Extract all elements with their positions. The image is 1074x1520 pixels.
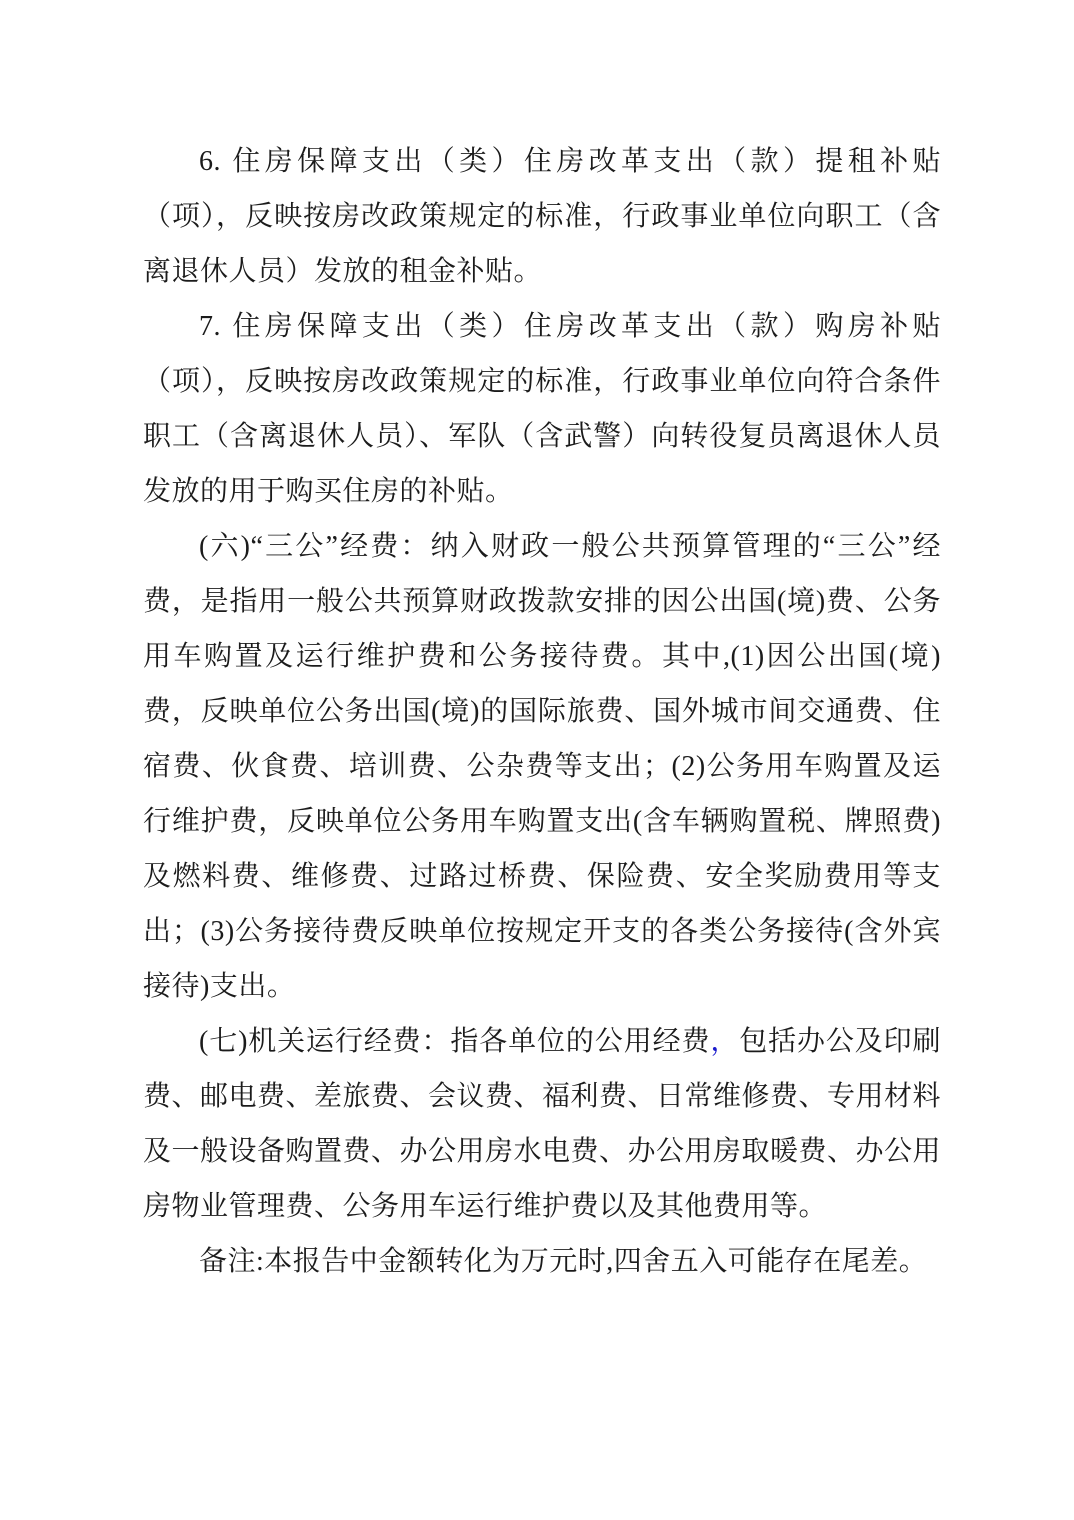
agency-operating-funds-lead-text: (七)机关运行经费：指各单位的公用经费	[199, 1026, 711, 1057]
paragraph-agency-operating-funds	[143, 1014, 941, 1234]
paragraph-rent-subsidy: 6. 住房保障支出（类）住房改革支出（款）提租补贴（项），反映按房改政策规定的标准，行政事业单位向职工（含离退休人员）发放的租金补贴。	[143, 146, 941, 287]
agency-operating-funds-rest-text: 包括办公及印刷费、邮电费、差旅费、会议费、福利费、日常维修费、专用材料及一般设备购置费、办公用房水电费、办公用房取暖费、办公用房物业管理费、公务用车运行维护费以及其他费用等。	[143, 1026, 942, 1222]
paragraph-purchase-subsidy: 7. 住房保障支出（类）住房改革支出（款）购房补贴（项），反映按房改政策规定的标准，行政事业单位向符合条件职工（含离退休人员）、军队（含武警）向转役复员离退休人员发放的用于购买住房的补贴。	[143, 311, 941, 507]
blue-comma: ，	[710, 1026, 740, 1057]
document-body	[143, 134, 941, 1289]
paragraph-note: 备注:本报告中金额转化为万元时,四舍五入可能存在尾差。	[199, 1246, 928, 1277]
paragraph-three-public-funds: (六)“三公”经费：纳入财政一般公共预算管理的“三公”经费，是指用一般公共预算财政拨款安排的因公出国(境)费、公务用车购置及运行维护费和公务接待费。其中,(1)因公出国(境)费，反映单位公务出国(境)的国际旅费、国外城市间交通费、住宿费、伙食费、培训费、公杂费等支出；(2)公务用车购置及运行维护费，反映单位公务用车购置支出(含车辆购置税、牌照费)及燃料费、维修费、过路过桥费、保险费、安全奖励费用等支出；(3)公务接待费反映单位按规定开支的各类公务接待(含外宾接待)支出。	[143, 531, 941, 1002]
